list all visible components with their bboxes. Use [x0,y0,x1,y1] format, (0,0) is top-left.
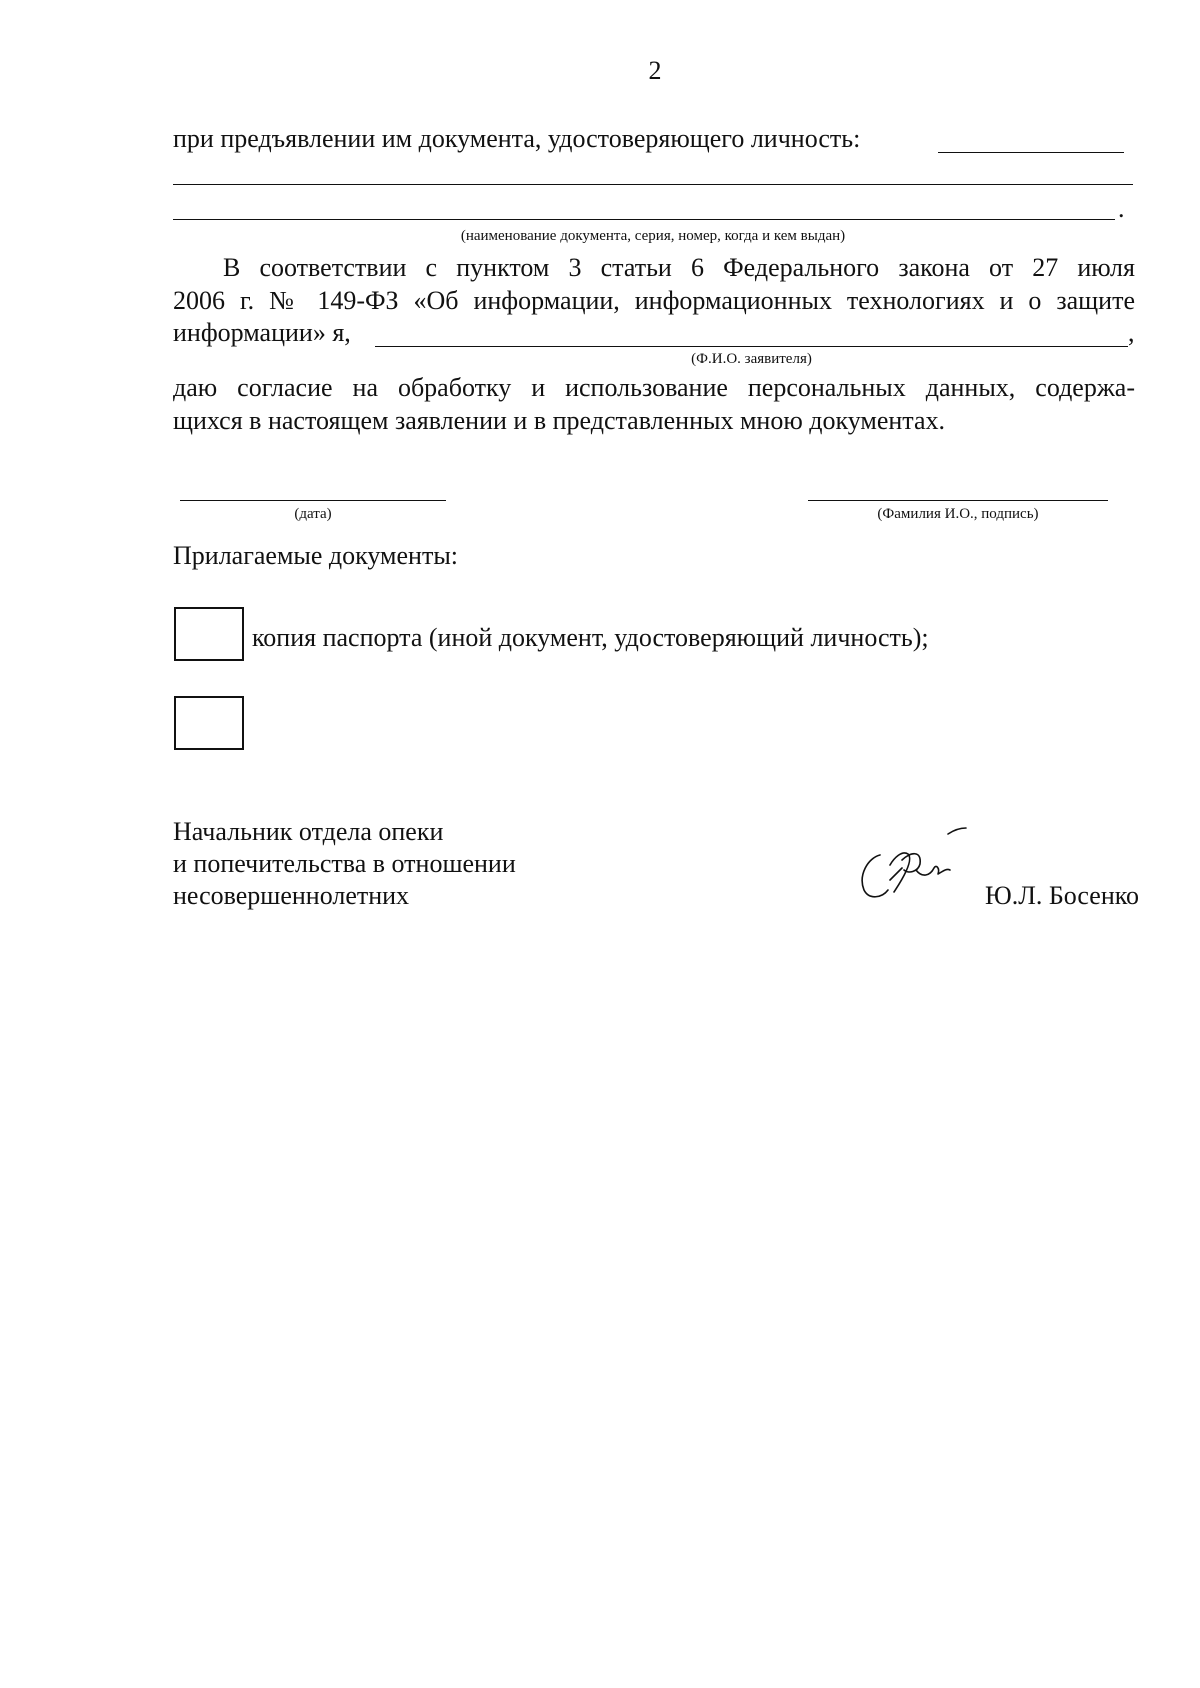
consent-line-3-suffix: , [1128,318,1135,347]
identity-caption: (наименование документа, серия, номер, когда и кем выдан) [460,228,846,244]
consent-line-3-prefix: информации» я, [173,318,351,347]
page-number: 2 [648,56,662,85]
attachment-checkbox-2[interactable] [174,696,244,750]
applicant-name-caption: (Ф.И.О. заявителя) [691,351,812,367]
signature-caption: (Фамилия И.О., подпись) [877,506,1039,522]
handwritten-signature-icon [850,820,970,910]
signatory-name: Ю.Л. Босенко [985,881,1140,910]
identity-end-mark: . [1118,194,1125,223]
consent-line-4: даю согласие на обработку и использование персональных данных, содержа- [173,373,1135,402]
identity-field-line-3[interactable] [173,219,1115,220]
signatory-title-line-1: Начальник отдела опеки [173,817,444,846]
date-field-line[interactable] [180,500,446,501]
identity-field-line-1[interactable] [938,152,1124,153]
identity-field-line-2[interactable] [173,184,1133,185]
signature-field-line[interactable] [808,500,1108,501]
signatory-title-line-2: и попечительства в отношении [173,849,516,878]
attachment-label-1: копия паспорта (иной документ, удостоверяющий личность); [252,623,929,652]
consent-line-1: В соответствии с пунктом 3 статьи 6 Федерального закона от 27 июля [223,253,1135,282]
consent-line-2: 2006 г. № 149-ФЗ «Об информации, информационных технологиях и о защите [173,286,1135,315]
identity-lead-text: при предъявлении им документа, удостоверяющего личность: [173,124,861,153]
attachment-checkbox-1[interactable] [174,607,244,661]
applicant-name-field-line[interactable] [375,346,1128,347]
date-caption: (дата) [294,506,332,522]
consent-line-5: щихся в настоящем заявлении и в представленных мною документах. [173,406,946,435]
signatory-title-line-3: несовершеннолетних [173,881,410,910]
attachments-heading: Прилагаемые документы: [173,541,459,570]
